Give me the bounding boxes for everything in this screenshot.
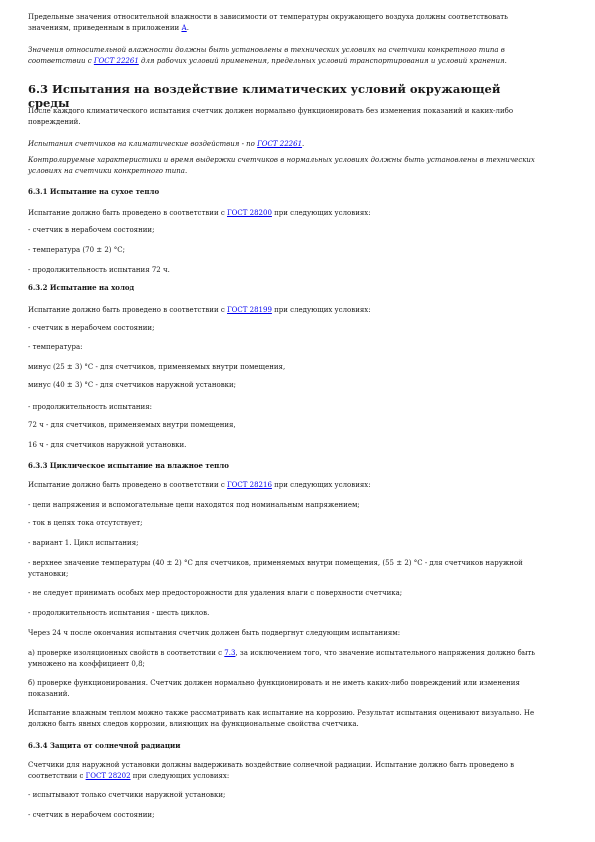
text-run: Испытание должно быть проведено в соответствии с	[28, 209, 227, 217]
text-run: 6.3 Испытания на воздействие климатических условий окружающей среды	[28, 82, 501, 110]
paragraph	[28, 380, 542, 391]
paragraph	[28, 305, 542, 316]
text-run: Испытание должно быть проведено в соответствии с	[28, 306, 227, 314]
paragraph	[28, 208, 542, 219]
text-run: - цепи напряжения и вспомогательные цепи находятся под номинальным напряжением;	[28, 501, 360, 509]
paragraph	[28, 420, 542, 431]
text-run: .	[302, 140, 305, 148]
text-run: - ток в цепях тока отсутствует;	[28, 519, 143, 527]
text-run: После каждого климатического испытания счетчик должен нормально функционировать без изменения показаний и каких-либо повреждений.	[28, 107, 514, 126]
text-run: - не следует принимать особых мер предосторожности для удаления влаги с поверхности счетчика;	[28, 589, 403, 597]
paragraph	[28, 139, 542, 150]
paragraph	[28, 678, 542, 700]
text-run: Значения относительной влажности должны быть установлены в технических условиях на счетчики конкретного типа в соответствии с	[28, 46, 505, 65]
paragraph	[28, 402, 542, 413]
reference-link[interactable]: ГОСТ 28200	[227, 209, 272, 217]
text-run: 6.3.1 Испытание на сухое тепло	[28, 187, 160, 196]
paragraph	[28, 708, 542, 730]
text-run: 72 ч - для счетчиков, применяемых внутри помещения,	[28, 421, 236, 429]
text-run: - счетчик в нерабочем состоянии;	[28, 811, 155, 819]
reference-link[interactable]: ГОСТ 22261	[93, 57, 139, 65]
text-run: - счетчик в нерабочем состоянии;	[28, 226, 155, 234]
paragraph	[28, 245, 542, 256]
paragraph	[28, 518, 542, 529]
text-run: для рабочих условий применения, предельных условий транспортирования и условий хранения.	[138, 57, 507, 65]
paragraph	[28, 362, 542, 373]
reference-link[interactable]: ГОСТ 28216	[227, 481, 272, 489]
text-run: Испытание влажным теплом можно также рассматривать как испытание на коррозию. Результат испытания оценивают визуально. Не должно быть явных следов коррозии, влияющих на функциональные свойства счетчика.	[28, 709, 535, 728]
paragraph	[28, 500, 542, 511]
paragraph	[28, 810, 542, 821]
paragraph	[28, 538, 542, 549]
text-run: - продолжительность испытания - шесть циклов.	[28, 609, 210, 617]
text-run: при следующих условиях:	[271, 209, 371, 217]
text-run: Испытания счетчиков на климатические воздействия - по	[28, 140, 258, 148]
text-run: 16 ч - для счетчиков наружной установки.	[28, 441, 187, 449]
text-run: - счетчик в нерабочем состоянии;	[28, 324, 155, 332]
paragraph	[28, 480, 542, 491]
paragraph	[28, 608, 542, 619]
text-run: .	[186, 24, 189, 32]
paragraph	[28, 628, 542, 639]
text-run: - испытывают только счетчики наружной установки;	[28, 791, 226, 799]
text-run: - температура (70 ± 2) °С;	[28, 246, 125, 254]
subsection-heading	[28, 186, 542, 197]
subsection-heading	[28, 740, 542, 751]
text-run: 6.3.4 Защита от солнечной радиации	[28, 741, 181, 750]
text-run: Контролируемые характеристики и время выдержки счетчиков в нормальных условиях должны быть установлены в технических условиях на счетчики конкретного типа.	[28, 156, 535, 175]
text-run: 6.3.2 Испытание на холод	[28, 283, 135, 292]
paragraph	[28, 588, 542, 599]
paragraph	[28, 106, 542, 128]
text-run: - температура:	[28, 343, 83, 351]
text-run: при следующих условиях:	[271, 481, 371, 489]
reference-link[interactable]: 7.3	[224, 649, 236, 657]
text-run: б) проверке функционирования. Счетчик должен нормально функционировать и не иметь каких-либо повреждений или изменения показаний.	[28, 679, 520, 698]
paragraph	[28, 440, 542, 451]
text-run: минус (40 ± 3) °С - для счетчиков наружной установки;	[28, 381, 237, 389]
text-run: при следующих условиях:	[271, 306, 371, 314]
text-run: - вариант 1. Цикл испытания;	[28, 539, 139, 547]
paragraph	[28, 265, 542, 276]
paragraph	[28, 225, 542, 236]
text-run: а) проверке изоляционных свойств в соответствии с	[28, 649, 225, 657]
paragraph	[28, 323, 542, 334]
paragraph	[28, 648, 542, 670]
subsection-heading	[28, 282, 542, 293]
paragraph	[28, 790, 542, 801]
text-run: Предельные значения относительной влажности в зависимости от температуры окружающего воздуха должны соответствовать значениям, приведенным в приложении	[28, 13, 508, 32]
paragraph	[28, 760, 542, 782]
reference-link[interactable]: А	[181, 24, 187, 32]
subsection-heading	[28, 460, 542, 471]
text-run: - продолжительность испытания 72 ч.	[28, 266, 170, 274]
text-run: Счетчики для наружной установки должны выдерживать воздействие солнечной радиации. Испытание должно быть проведено в соответствии с	[28, 761, 515, 780]
paragraph	[28, 155, 542, 177]
paragraph	[28, 12, 542, 34]
text-run: Через 24 ч после окончания испытания счетчик должен быть подвергнут следующим испытаниям:	[28, 629, 401, 637]
text-run: , за исключением того, что значение испытательного напряжения должно быть умножено на коэффициент 0,8;	[28, 649, 536, 668]
text-run: - верхнее значение температуры (40 ± 2) °С для счетчиков, применяемых внутри помещения, (55 ± 2) °С - для счетчиков наружной установки;	[28, 559, 523, 578]
text-run: при следующих условиях:	[130, 772, 230, 780]
paragraph	[28, 342, 542, 353]
paragraph	[28, 45, 542, 67]
reference-link[interactable]: ГОСТ 22261	[257, 140, 303, 148]
text-run: минус (25 ± 3) °С - для счетчиков, применяемых внутри помещения,	[28, 363, 286, 371]
text-run: 6.3.3 Циклическое испытание на влажное тепло	[28, 461, 229, 470]
reference-link[interactable]: ГОСТ 28199	[227, 306, 272, 314]
text-run: Испытание должно быть проведено в соответствии с	[28, 481, 227, 489]
paragraph	[28, 558, 542, 580]
reference-link[interactable]: ГОСТ 28202	[85, 772, 131, 780]
text-run: - продолжительность испытания:	[28, 403, 152, 411]
